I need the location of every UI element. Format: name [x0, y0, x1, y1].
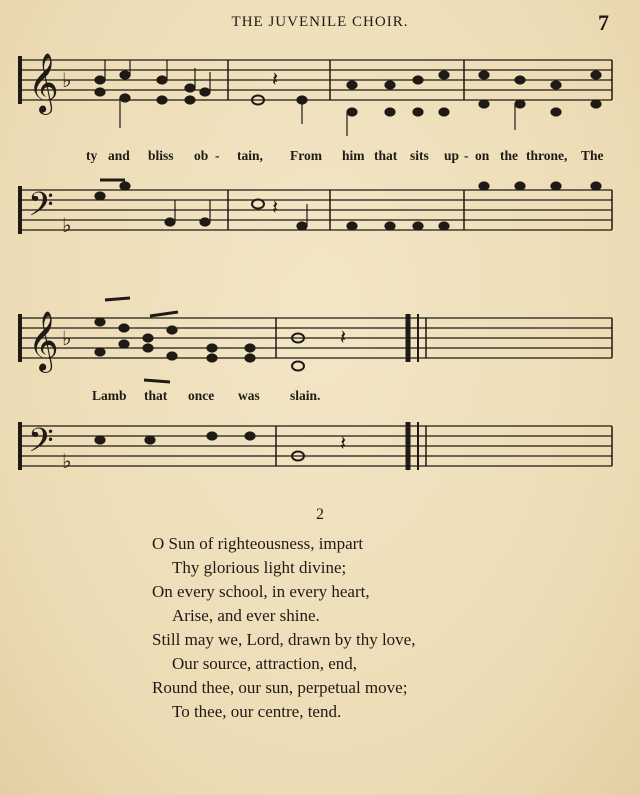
flat-key-signature-icon: ♭	[62, 213, 72, 237]
notes-system-2-treble	[95, 298, 304, 382]
verse-number: 2	[316, 506, 324, 523]
notes-system-1-treble	[95, 60, 601, 136]
notes-system-1-bass	[95, 180, 601, 230]
bass-clef-icon: 𝄢	[28, 422, 54, 468]
rest-icon: 𝄽	[272, 67, 279, 91]
flat-key-signature-icon: ♭	[62, 68, 72, 92]
verse-line: Our source, attraction, end,	[172, 654, 358, 673]
barlines-system-2	[276, 318, 612, 466]
verse-line: To thee, our centre, tend.	[172, 702, 342, 721]
lyric-syllable: Lamb	[92, 388, 127, 403]
verse-line: Still may we, Lord, drawn by thy love,	[152, 630, 416, 649]
lyric-syllable: From	[290, 148, 322, 163]
verse-line: O Sun of righteousness, impart	[152, 534, 364, 553]
rest-icon: 𝄽	[272, 195, 279, 219]
lyric-syllable: sits	[410, 148, 429, 163]
verse-line: Round thee, our sun, perpetual move;	[152, 678, 408, 697]
treble-staff-system-2	[22, 318, 612, 358]
bass-staff-system-2	[22, 426, 612, 466]
page-number: 7	[598, 10, 609, 35]
bass-staff-system-1	[22, 190, 612, 230]
verse-line: On every school, in every heart,	[152, 582, 370, 601]
lyric-syllable: -	[464, 148, 469, 163]
lyric-syllable: The	[581, 148, 604, 163]
treble-clef-icon: 𝄞	[28, 311, 59, 371]
lyric-syllable: throne,	[526, 148, 568, 163]
flat-key-signature-icon: ♭	[62, 326, 72, 350]
bass-clef-icon: 𝄢	[28, 186, 54, 232]
lyric-syllable: and	[108, 148, 130, 163]
running-title: THE JUVENILE CHOIR.	[231, 14, 409, 30]
lyric-syllable: ty	[86, 148, 98, 163]
rest-icon: 𝄽	[340, 431, 347, 455]
flat-key-signature-icon: ♭	[62, 449, 72, 473]
lyric-syllable: him	[342, 148, 365, 163]
lyric-syllable: tain,	[237, 148, 263, 163]
verse-line: Arise, and ever shine.	[172, 606, 320, 625]
lyric-syllable: the	[500, 148, 518, 163]
rest-icon: 𝄽	[340, 325, 347, 349]
lyric-syllable: bliss	[148, 148, 174, 163]
lyric-syllable: once	[188, 388, 215, 403]
lyric-syllable: ob	[194, 148, 209, 163]
lyric-syllable: that	[144, 388, 168, 403]
verse-line: Thy glorious light divine;	[172, 558, 347, 577]
lyric-syllable: on	[475, 148, 490, 163]
treble-clef-icon: 𝄞	[28, 53, 59, 113]
lyric-syllable: -	[215, 148, 220, 163]
lyric-syllable: slain.	[290, 388, 321, 403]
lyric-syllable: that	[374, 148, 398, 163]
lyric-syllable: up	[444, 148, 460, 163]
lyric-syllable: was	[238, 388, 260, 403]
